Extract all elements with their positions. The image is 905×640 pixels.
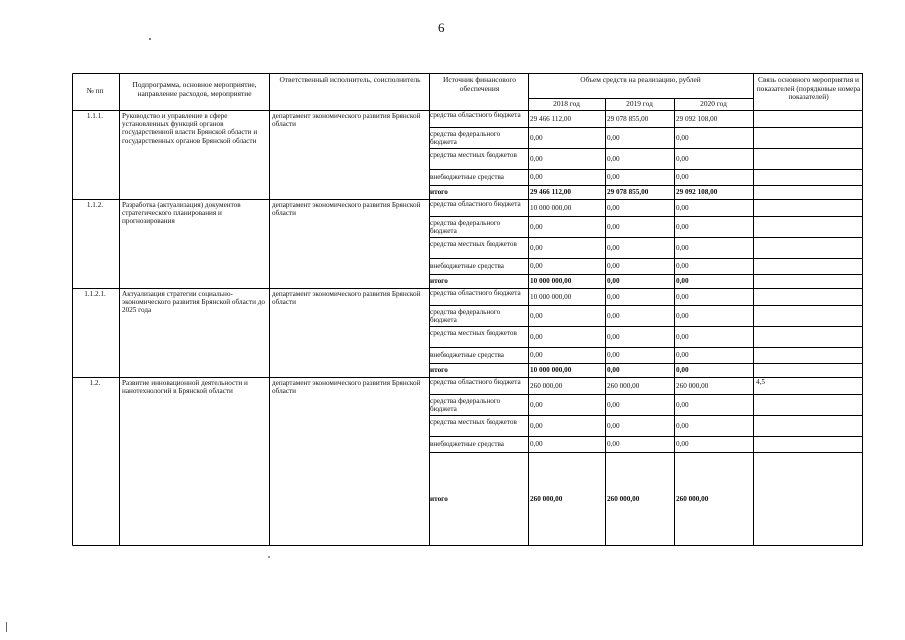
amount-2018: 10 000 000,00 <box>530 204 572 212</box>
amount-2018: 0,00 <box>530 312 543 320</box>
amount-2020: 0,00 <box>676 422 689 430</box>
scan-edge-mark <box>6 622 7 632</box>
funding-source-federal: средства федерального бюджета <box>430 397 501 414</box>
header-volume: Объем средств на реализацию, рублей <box>580 75 701 84</box>
amount-2020: 0,00 <box>676 277 689 285</box>
amount-2019: 0,00 <box>607 262 620 270</box>
measure-name: Актуализация стратегии социально-экономического развития Брянской области до 2025 года <box>122 290 266 315</box>
amount-2020: 0,00 <box>676 134 689 142</box>
funding-source-total: итого <box>430 277 448 285</box>
amount-2018: 0,00 <box>530 351 543 359</box>
amount-2019: 0,00 <box>607 293 620 301</box>
funding-source-federal: средства федерального бюджета <box>430 219 501 236</box>
header-year-2019: 2019 год <box>626 99 653 108</box>
amount-2018: 29 466 112,00 <box>530 115 572 123</box>
amount-2020: 0,00 <box>676 401 689 409</box>
amount-2018: 10 000 000,00 <box>530 366 572 374</box>
amount-2018: 0,00 <box>530 155 543 163</box>
amount-2018: 29 466 112,00 <box>530 188 571 196</box>
amount-2018: 260 000,00 <box>530 495 563 503</box>
amount-2020: 29 092 108,00 <box>676 188 718 196</box>
amount-2020: 0,00 <box>676 244 689 252</box>
amount-2018: 0,00 <box>530 134 543 142</box>
amount-2019: 0,00 <box>607 244 620 252</box>
amount-2020: 0,00 <box>676 173 689 181</box>
amount-2018: 10 000 000,00 <box>530 293 572 301</box>
amount-2019: 0,00 <box>607 312 620 320</box>
amount-2019: 0,00 <box>607 440 620 448</box>
amount-2020: 260 000,00 <box>676 382 709 390</box>
measure-name: Разработка (актуализация) документов стратегического планирования и прогнозирования <box>122 201 241 226</box>
amount-2018: 260 000,00 <box>530 382 563 390</box>
page-number: 6 <box>438 20 445 35</box>
amount-2020: 0,00 <box>676 440 689 448</box>
funding-source-extra: внебюджетные средства <box>430 351 504 359</box>
responsible-executor: департамент экономического развития Брянской области <box>272 290 421 307</box>
amount-2020: 0,00 <box>676 223 689 231</box>
amount-2019: 0,00 <box>607 173 620 181</box>
scan-speck <box>268 556 270 558</box>
funding-source-total: итого <box>430 495 448 503</box>
header-num: № пп <box>86 86 104 95</box>
amount-2018: 0,00 <box>530 223 543 231</box>
amount-2019: 260 000,00 <box>607 495 640 503</box>
amount-2018: 0,00 <box>530 333 543 341</box>
amount-2019: 0,00 <box>607 401 620 409</box>
funding-source-regional: средства областного бюджета <box>430 289 521 297</box>
funding-source-federal: средства федерального бюджета <box>430 130 501 147</box>
responsible-executor: департамент экономического развития Брянской области <box>272 112 421 129</box>
amount-2019: 0,00 <box>607 422 620 430</box>
funding-source-regional: средства областного бюджета <box>430 378 521 386</box>
funding-source-local: средства местных бюджетов <box>430 151 517 159</box>
amount-2018: 0,00 <box>530 401 543 409</box>
amount-2020: 0,00 <box>676 262 689 270</box>
funding-source-total: итого <box>430 366 448 374</box>
amount-2019: 0,00 <box>607 366 620 374</box>
funding-source-extra: внебюджетные средства <box>430 173 504 181</box>
amount-2020: 0,00 <box>676 155 689 163</box>
measure-name: Руководство и управление в сфере установленных функций органов государственной власти Брянской области и государственных органов Брянской области <box>122 112 258 145</box>
amount-2019: 0,00 <box>607 223 620 231</box>
funding-source-regional: средства областного бюджета <box>430 200 521 208</box>
amount-2018: 0,00 <box>530 244 543 252</box>
header-executor: Ответственный исполнитель, соисполнитель <box>279 75 421 84</box>
row-number: 1.1.2. <box>86 201 104 209</box>
amount-2018: 10 000 000,00 <box>530 277 572 285</box>
amount-2020: 0,00 <box>676 333 689 341</box>
funding-source-extra: внебюджетные средства <box>430 262 504 270</box>
header-indicator-link: Связь основного мероприятия и показателей (порядковые номера показателей) <box>756 75 861 102</box>
amount-2019: 0,00 <box>607 333 620 341</box>
amount-2019: 29 078 855,00 <box>607 115 649 123</box>
responsible-executor: департамент экономического развития Брянской области <box>272 201 421 218</box>
responsible-executor: департамент экономического развития Брянской области <box>272 379 421 396</box>
funding-source-local: средства местных бюджетов <box>430 418 517 426</box>
amount-2018: 0,00 <box>530 262 543 270</box>
funding-source-local: средства местных бюджетов <box>430 240 517 248</box>
amount-2019: 0,00 <box>607 204 620 212</box>
amount-2019: 0,00 <box>607 134 620 142</box>
amount-2020: 0,00 <box>676 293 689 301</box>
amount-2020: 260 000,00 <box>676 495 709 503</box>
amount-2019: 0,00 <box>607 351 620 359</box>
scan-speck <box>149 38 151 40</box>
amount-2020: 0,00 <box>676 204 689 212</box>
indicator-link: 4,5 <box>756 378 765 386</box>
amount-2018: 0,00 <box>530 440 543 448</box>
header-year-2018: 2018 год <box>553 99 580 108</box>
funding-source-regional: средства областного бюджета <box>430 111 521 119</box>
amount-2020: 0,00 <box>676 351 689 359</box>
amount-2019: 29 078 855,00 <box>607 188 649 196</box>
measure-name: Развитие инновационной деятельности и нанотехнологий в Брянской области <box>122 379 248 396</box>
budget-table <box>72 73 863 546</box>
header-year-2020: 2020 год <box>700 99 727 108</box>
amount-2019: 0,00 <box>607 155 620 163</box>
amount-2019: 0,00 <box>607 277 620 285</box>
funding-source-total: итого <box>430 188 448 196</box>
amount-2020: 0,00 <box>676 312 689 320</box>
amount-2020: 29 092 108,00 <box>676 115 718 123</box>
funding-source-local: средства местных бюджетов <box>430 329 517 337</box>
header-source: Источник финансового обеспечения <box>443 75 516 93</box>
funding-source-extra: внебюджетные средства <box>430 440 504 448</box>
amount-2019: 260 000,00 <box>607 382 640 390</box>
amount-2018: 0,00 <box>530 173 543 181</box>
row-number: 1.2. <box>89 379 101 387</box>
amount-2018: 0,00 <box>530 422 543 430</box>
amount-2020: 0,00 <box>676 366 689 374</box>
header-subprogram: Подпрограмма, основное мероприятие, направление расходов, мероприятие <box>132 80 257 98</box>
row-number: 1.1.1. <box>86 112 104 120</box>
row-number: 1.1.2.1. <box>84 290 106 298</box>
funding-source-federal: средства федерального бюджета <box>430 308 501 325</box>
